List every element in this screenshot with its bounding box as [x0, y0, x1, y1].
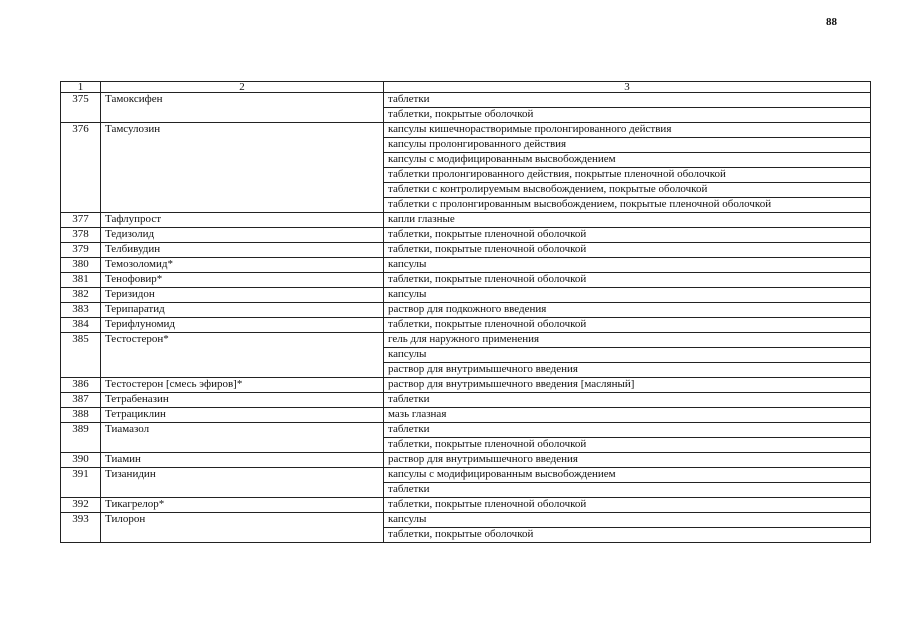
dosage-form: таблетки: [384, 483, 871, 498]
entry-number: 380: [61, 258, 101, 273]
dosage-form: капсулы: [384, 258, 871, 273]
table-row: [61, 348, 871, 363]
dosage-form: гель для наружного применения: [384, 333, 871, 348]
entry-number: 393: [61, 513, 101, 528]
entry-number: [61, 483, 101, 498]
drug-name: [101, 183, 384, 198]
table-row: [61, 423, 871, 438]
entry-number: 386: [61, 378, 101, 393]
entry-number: 387: [61, 393, 101, 408]
drug-name: Тилорон: [101, 513, 384, 528]
table-row: [61, 153, 871, 168]
dosage-form: таблетки: [384, 423, 871, 438]
drug-name: Тиамазол: [101, 423, 384, 438]
entry-number: 375: [61, 93, 101, 108]
dosage-form: таблетки с контролируемым высвобождением, покрытые оболочкой: [384, 183, 871, 198]
drug-name: Тедизолид: [101, 228, 384, 243]
drug-name: Терипаратид: [101, 303, 384, 318]
table-row: [61, 393, 871, 408]
dosage-form: капсулы: [384, 513, 871, 528]
dosage-form: таблетки с пролонгированным высвобождением, покрытые пленочной оболочкой: [384, 198, 871, 213]
table-row: [61, 483, 871, 498]
table-row: [61, 363, 871, 378]
table-row: [61, 243, 871, 258]
drug-name: [101, 348, 384, 363]
dosage-form: таблетки, покрытые пленочной оболочкой: [384, 273, 871, 288]
entry-number: 383: [61, 303, 101, 318]
dosage-form: раствор для внутримышечного введения [масляный]: [384, 378, 871, 393]
dosage-form: капсулы: [384, 348, 871, 363]
drug-name: [101, 483, 384, 498]
entry-number: [61, 528, 101, 543]
entry-number: 390: [61, 453, 101, 468]
table-row: [61, 438, 871, 453]
entry-number: 381: [61, 273, 101, 288]
dosage-form: таблетки: [384, 93, 871, 108]
drug-name: Тиамин: [101, 453, 384, 468]
table-row: [61, 273, 871, 288]
table-row: [61, 303, 871, 318]
table-row: [61, 228, 871, 243]
column-header-2: 2: [101, 82, 384, 93]
entry-number: [61, 183, 101, 198]
dosage-form: таблетки, покрытые пленочной оболочкой: [384, 318, 871, 333]
entry-number: 391: [61, 468, 101, 483]
entry-number: 379: [61, 243, 101, 258]
entry-number: [61, 348, 101, 363]
table-row: [61, 453, 871, 468]
dosage-form: раствор для внутримышечного введения: [384, 363, 871, 378]
table-row: [61, 213, 871, 228]
dosage-form: таблетки, покрытые оболочкой: [384, 528, 871, 543]
table-row: [61, 378, 871, 393]
drug-name: Тетрабеназин: [101, 393, 384, 408]
drug-name: Тестостерон [смесь эфиров]*: [101, 378, 384, 393]
dosage-form: таблетки: [384, 393, 871, 408]
drug-name: [101, 153, 384, 168]
dosage-form: капли глазные: [384, 213, 871, 228]
dosage-form: таблетки пролонгированного действия, покрытые пленочной оболочкой: [384, 168, 871, 183]
table-body: [61, 93, 871, 543]
dosage-form: капсулы кишечнорастворимые пролонгированного действия: [384, 123, 871, 138]
dosage-form: мазь глазная: [384, 408, 871, 423]
drug-name: Тафлупрост: [101, 213, 384, 228]
drug-name: [101, 108, 384, 123]
table-row: [61, 258, 871, 273]
dosage-form: раствор для подкожного введения: [384, 303, 871, 318]
table-row: [61, 138, 871, 153]
drug-name: Тестостерон*: [101, 333, 384, 348]
drug-name: Тикагрелор*: [101, 498, 384, 513]
entry-number: [61, 198, 101, 213]
entry-number: 388: [61, 408, 101, 423]
table-row: [61, 123, 871, 138]
table-row: [61, 168, 871, 183]
entry-number: 389: [61, 423, 101, 438]
drug-name: Терифлуномид: [101, 318, 384, 333]
drug-name: Тенофовир*: [101, 273, 384, 288]
table-row: [61, 93, 871, 108]
drug-name: Тамоксифен: [101, 93, 384, 108]
drug-name: [101, 438, 384, 453]
table-row: [61, 468, 871, 483]
table-row: [61, 528, 871, 543]
column-header-1: 1: [61, 82, 101, 93]
drug-name: Телбивудин: [101, 243, 384, 258]
table-row: [61, 288, 871, 303]
table-header: [61, 82, 871, 93]
dosage-form: таблетки, покрытые пленочной оболочкой: [384, 438, 871, 453]
dosage-form: раствор для внутримышечного введения: [384, 453, 871, 468]
drug-name: Темозоломид*: [101, 258, 384, 273]
entry-number: [61, 168, 101, 183]
table-row: [61, 318, 871, 333]
table-row: [61, 408, 871, 423]
drug-name: Тизанидин: [101, 468, 384, 483]
entry-number: 378: [61, 228, 101, 243]
dosage-form: таблетки, покрытые пленочной оболочкой: [384, 228, 871, 243]
drug-name: Тамсулозин: [101, 123, 384, 138]
entry-number: [61, 363, 101, 378]
drug-name: Тетрациклин: [101, 408, 384, 423]
table-row: [61, 198, 871, 213]
drug-table: [60, 81, 871, 543]
drug-name: [101, 528, 384, 543]
dosage-form: таблетки, покрытые пленочной оболочкой: [384, 498, 871, 513]
table-row: [61, 108, 871, 123]
entry-number: 376: [61, 123, 101, 138]
drug-name: [101, 363, 384, 378]
dosage-form: капсулы с модифицированным высвобождением: [384, 468, 871, 483]
entry-number: [61, 138, 101, 153]
entry-number: 392: [61, 498, 101, 513]
table-row: [61, 183, 871, 198]
entry-number: 384: [61, 318, 101, 333]
entry-number: 382: [61, 288, 101, 303]
column-header-3: 3: [384, 82, 871, 93]
drug-name: [101, 198, 384, 213]
entry-number: [61, 438, 101, 453]
dosage-form: капсулы пролонгированного действия: [384, 138, 871, 153]
dosage-form: капсулы: [384, 288, 871, 303]
entry-number: [61, 153, 101, 168]
dosage-form: таблетки, покрытые пленочной оболочкой: [384, 243, 871, 258]
dosage-form: капсулы с модифицированным высвобождением: [384, 153, 871, 168]
table-row: [61, 513, 871, 528]
drug-name: Теризидон: [101, 288, 384, 303]
table-row: [61, 498, 871, 513]
page-number: 88: [826, 16, 837, 28]
entry-number: 377: [61, 213, 101, 228]
entry-number: [61, 108, 101, 123]
dosage-form: таблетки, покрытые оболочкой: [384, 108, 871, 123]
drug-name: [101, 138, 384, 153]
drug-name: [101, 168, 384, 183]
entry-number: 385: [61, 333, 101, 348]
table-row: [61, 333, 871, 348]
